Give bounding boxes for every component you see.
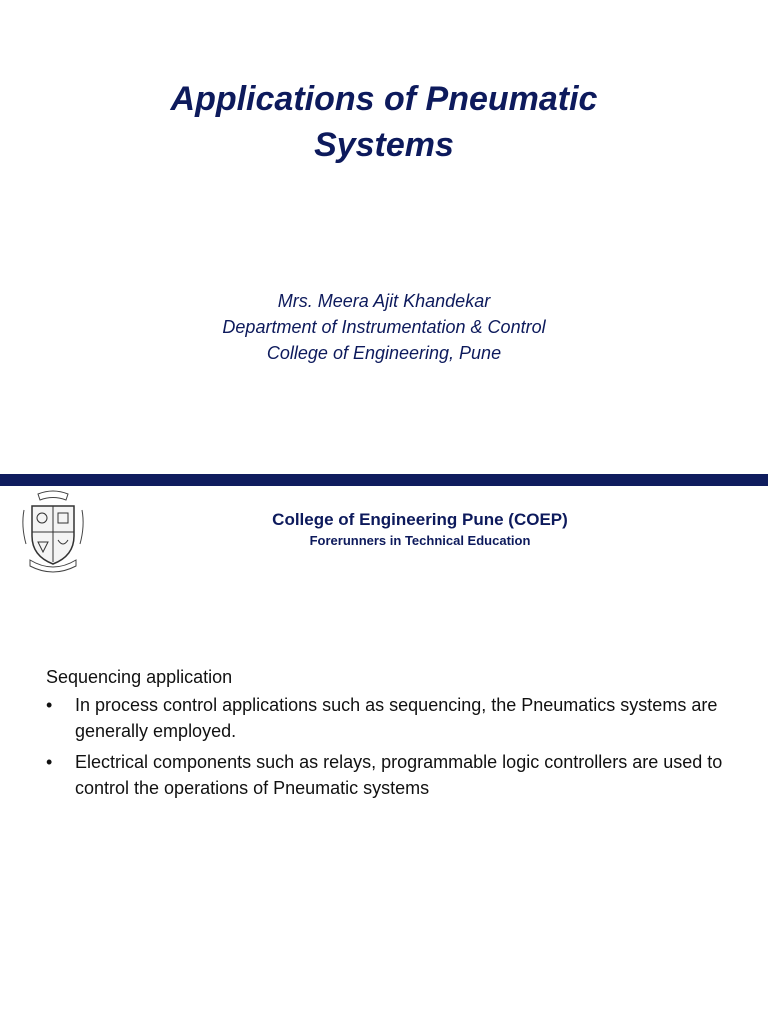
header-band: [0, 474, 768, 486]
list-item: [46, 749, 736, 801]
bullet-icon: •: [46, 752, 53, 772]
slide-title-line-2: Systems: [314, 126, 454, 164]
author-department: Department of Instrumentation & Control: [222, 317, 546, 337]
section-heading: Sequencing application: [46, 667, 233, 687]
author-college: College of Engineering, Pune: [266, 343, 502, 363]
list-item: [46, 692, 736, 744]
slide-content: [46, 664, 736, 806]
bullet-list: [46, 692, 736, 801]
slide-title-line-1: Applications of Pneumatic: [170, 80, 598, 118]
bullet-text: Electrical components such as relays, programmable logic controllers are used to control the operations of Pneumatic systems: [75, 752, 723, 798]
author-name: Mrs. Meera Ajit Khandekar: [277, 291, 491, 311]
college-crest-icon: [18, 486, 88, 576]
slide-title: [0, 76, 768, 168]
college-tagline: Forerunners in Technical Education: [309, 533, 531, 548]
college-header: [100, 508, 740, 550]
bullet-icon: •: [46, 695, 53, 715]
college-name: College of Engineering Pune (COEP): [272, 510, 568, 529]
author-block: [0, 288, 768, 366]
bullet-text: In process control applications such as sequencing, the Pneumatics systems are generally employed.: [75, 695, 718, 741]
